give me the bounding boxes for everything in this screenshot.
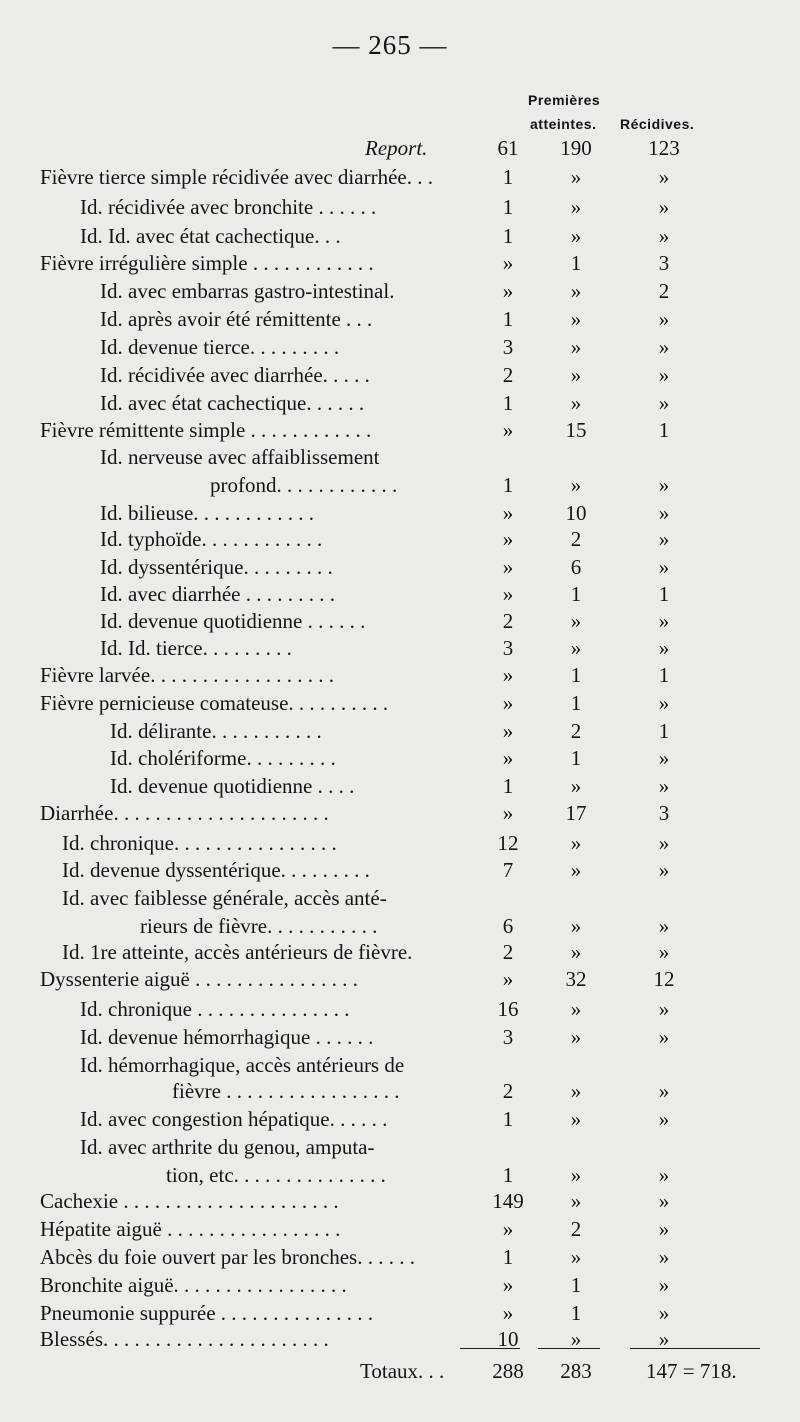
report-row	[0, 135, 800, 162]
row-label: Id. chronique. . . . . . . . . . . . . . . .	[62, 831, 337, 855]
cell-column-2: 1	[570, 746, 582, 770]
cell-premieres-atteintes: »	[502, 1217, 514, 1241]
row-label: Dyssenterie aiguë . . . . . . . . . . . . . . . .	[40, 967, 358, 991]
cell-premieres-atteintes: 1	[502, 224, 514, 248]
cell-recidives: »	[658, 831, 670, 855]
row-label: Id. avec état cachectique. . . . . .	[100, 391, 365, 415]
cell-recidives: »	[658, 473, 670, 497]
totals-label: Totaux. . .	[360, 1359, 445, 1383]
table-row	[0, 939, 800, 966]
cell-column-2: »	[570, 165, 582, 189]
cell-recidives: »	[658, 1327, 670, 1351]
table-row	[0, 608, 800, 635]
cell-column-2: »	[570, 307, 582, 331]
cell-premieres-atteintes: »	[502, 746, 514, 770]
cell-premieres-atteintes: 6	[502, 914, 514, 938]
row-label: Id. dyssentérique. . . . . . . . .	[100, 555, 333, 579]
cell-column-2: »	[570, 1163, 582, 1187]
cell-recidives: »	[658, 165, 670, 189]
cell-premieres-atteintes: 3	[502, 636, 514, 660]
cell-column-2: »	[570, 1327, 582, 1351]
cell-premieres-atteintes: 1	[502, 1107, 514, 1131]
table-row	[0, 1024, 800, 1051]
table-row	[0, 635, 800, 662]
cell-premieres-atteintes: 3	[502, 335, 514, 359]
totals-rule-3	[630, 1348, 760, 1350]
totals-row	[0, 1358, 800, 1385]
table-row	[0, 250, 800, 277]
row-label: Id. devenue tierce. . . . . . . . .	[100, 335, 340, 359]
cell-column-2: »	[570, 195, 582, 219]
cell-column-2: 2	[570, 1217, 582, 1241]
row-label: Id. après avoir été rémittente . . .	[100, 307, 373, 331]
table-row	[0, 1300, 800, 1327]
cell-premieres-atteintes: »	[502, 279, 514, 303]
table-row	[0, 554, 800, 581]
row-label: Blessés. . . . . . . . . . . . . . . . . . . . . .	[40, 1327, 329, 1351]
cell-column-2: »	[570, 609, 582, 633]
row-label: Fièvre rémittente simple . . . . . . . . . . . .	[40, 418, 372, 442]
row-label: Id. devenue quotidienne . . . .	[110, 774, 355, 798]
cell-recidives: »	[658, 224, 670, 248]
table-row	[0, 913, 800, 940]
totals-premieres: 288	[492, 1359, 524, 1383]
report-premieres: 61	[497, 136, 519, 160]
row-label: tion, etc. . . . . . . . . . . . . . .	[166, 1163, 386, 1187]
cell-column-2: 2	[570, 719, 582, 743]
table-row	[0, 800, 800, 827]
cell-premieres-atteintes: 1	[502, 774, 514, 798]
cell-column-2: 1	[570, 582, 582, 606]
cell-premieres-atteintes: 2	[502, 609, 514, 633]
cell-recidives: »	[658, 914, 670, 938]
row-label: Id. nerveuse avec affaiblissement	[100, 445, 380, 469]
table-row	[0, 390, 800, 417]
cell-recidives: »	[658, 997, 670, 1021]
row-label: Id. Id. avec état cachectique. . .	[80, 224, 341, 248]
cell-premieres-atteintes: 1	[502, 195, 514, 219]
row-label: Id. devenue dyssentérique. . . . . . . . .	[62, 858, 370, 882]
cell-column-2: 15	[565, 418, 587, 442]
cell-premieres-atteintes: »	[502, 663, 514, 687]
table-row	[0, 362, 800, 389]
cell-recidives: »	[658, 335, 670, 359]
row-label: Id. délirante. . . . . . . . . . .	[110, 719, 322, 743]
cell-column-2: 1	[570, 1273, 582, 1297]
table-row	[0, 885, 800, 912]
row-label: Hépatite aiguë . . . . . . . . . . . . . . . . .	[40, 1217, 341, 1241]
cell-premieres-atteintes: »	[502, 251, 514, 275]
table-row	[0, 1052, 800, 1079]
cell-recidives: »	[658, 1217, 670, 1241]
cell-column-2: 17	[565, 801, 587, 825]
row-label: Id. cholériforme. . . . . . . . .	[110, 746, 336, 770]
cell-column-2: »	[570, 940, 582, 964]
table-row	[0, 1272, 800, 1299]
cell-recidives: »	[658, 636, 670, 660]
cell-premieres-atteintes: 2	[502, 940, 514, 964]
row-label: Pneumonie suppurée . . . . . . . . . . . . . . .	[40, 1301, 374, 1325]
cell-recidives: »	[658, 1163, 670, 1187]
cell-premieres-atteintes: 2	[502, 1079, 514, 1103]
cell-recidives: »	[658, 501, 670, 525]
cell-premieres-atteintes: 1	[502, 1245, 514, 1269]
cell-premieres-atteintes: 10	[497, 1327, 519, 1351]
cell-column-2: 1	[570, 251, 582, 275]
cell-premieres-atteintes: »	[502, 719, 514, 743]
cell-recidives: 1	[658, 663, 670, 687]
cell-recidives: »	[658, 1189, 670, 1213]
row-label: fièvre . . . . . . . . . . . . . . . . .	[172, 1079, 400, 1103]
table-row	[0, 417, 800, 444]
table-row	[0, 306, 800, 333]
cell-recidives: »	[658, 1245, 670, 1269]
cell-premieres-atteintes: »	[502, 967, 514, 991]
cell-premieres-atteintes: 12	[497, 831, 519, 855]
cell-column-2: »	[570, 279, 582, 303]
cell-premieres-atteintes: »	[502, 501, 514, 525]
cell-column-2: »	[570, 1079, 582, 1103]
cell-column-2: »	[570, 858, 582, 882]
table-row	[0, 996, 800, 1023]
table-row	[0, 690, 800, 717]
cell-recidives: 12	[653, 967, 675, 991]
cell-column-2: »	[570, 1245, 582, 1269]
cell-recidives: 3	[658, 801, 670, 825]
cell-premieres-atteintes: »	[502, 555, 514, 579]
cell-column-2: »	[570, 224, 582, 248]
totals-col3: 147 = 718.	[646, 1359, 737, 1383]
column-header-premieres-line2: atteintes.	[530, 116, 597, 132]
column-header-recidives: Récidives.	[620, 116, 695, 132]
table-row	[0, 334, 800, 361]
report-label: Report.	[365, 136, 428, 160]
cell-column-2: 1	[570, 1301, 582, 1325]
row-label: Abcès du foie ouvert par les bronches. . . . . .	[40, 1245, 415, 1269]
table-row	[0, 472, 800, 499]
cell-recidives: »	[658, 774, 670, 798]
cell-column-2: 32	[565, 967, 587, 991]
cell-column-2: »	[570, 831, 582, 855]
cell-recidives: »	[658, 1025, 670, 1049]
cell-column-2: »	[570, 363, 582, 387]
table-row	[0, 830, 800, 857]
cell-recidives: »	[658, 195, 670, 219]
row-label: Fièvre pernicieuse comateuse. . . . . . . . . .	[40, 691, 389, 715]
table-row	[0, 1188, 800, 1215]
table-row	[0, 581, 800, 608]
table-row	[0, 444, 800, 471]
row-label: Id. chronique . . . . . . . . . . . . . . .	[80, 997, 350, 1021]
cell-column-2: »	[570, 997, 582, 1021]
cell-recidives: »	[658, 1301, 670, 1325]
page-number: — 265 —	[332, 30, 448, 60]
cell-column-2: 1	[570, 691, 582, 715]
cell-recidives: »	[658, 555, 670, 579]
row-label: Id. Id. tierce. . . . . . . . .	[100, 636, 292, 660]
cell-premieres-atteintes: 1	[502, 473, 514, 497]
cell-recidives: 1	[658, 418, 670, 442]
row-label: Bronchite aiguë. . . . . . . . . . . . . . . . .	[40, 1273, 347, 1297]
cell-column-2: »	[570, 1107, 582, 1131]
cell-column-2: 2	[570, 527, 582, 551]
table-row	[0, 745, 800, 772]
cell-premieres-atteintes: »	[502, 1273, 514, 1297]
report-recidives-2: 123	[648, 136, 680, 160]
totals-rule-2	[538, 1348, 600, 1350]
cell-premieres-atteintes: 3	[502, 1025, 514, 1049]
cell-recidives: 1	[658, 582, 670, 606]
row-label: Id. avec diarrhée . . . . . . . . .	[100, 582, 335, 606]
row-label: Id. récidivée avec diarrhée. . . . .	[100, 363, 370, 387]
cell-recidives: »	[658, 691, 670, 715]
cell-column-2: »	[570, 774, 582, 798]
column-header-premieres-line1: Premières	[528, 92, 601, 108]
cell-premieres-atteintes: 2	[502, 363, 514, 387]
table-row	[0, 662, 800, 689]
cell-column-2: »	[570, 391, 582, 415]
cell-recidives: »	[658, 609, 670, 633]
row-label: Fièvre larvée. . . . . . . . . . . . . . . . . .	[40, 663, 334, 687]
cell-premieres-atteintes: »	[502, 527, 514, 551]
cell-recidives: »	[658, 858, 670, 882]
cell-recidives: »	[658, 363, 670, 387]
table-row	[0, 1216, 800, 1243]
table-row	[0, 773, 800, 800]
table-row	[0, 718, 800, 745]
cell-premieres-atteintes: 149	[492, 1189, 524, 1213]
row-label: Fièvre irrégulière simple . . . . . . . . . . . .	[40, 251, 374, 275]
row-label: Fièvre tierce simple récidivée avec diarrhée. . .	[40, 165, 433, 189]
cell-premieres-atteintes: 1	[502, 391, 514, 415]
row-label: Id. hémorrhagique, accès antérieurs de	[80, 1053, 405, 1077]
row-label: Id. avec congestion hépatique. . . . . .	[80, 1107, 388, 1131]
row-label: rieurs de fièvre. . . . . . . . . . .	[140, 914, 378, 938]
table-row	[0, 526, 800, 553]
cell-premieres-atteintes: 16	[497, 997, 519, 1021]
cell-column-2: 1	[570, 663, 582, 687]
cell-recidives: »	[658, 1079, 670, 1103]
cell-recidives: 2	[658, 279, 670, 303]
cell-column-2: »	[570, 473, 582, 497]
cell-recidives: »	[658, 940, 670, 964]
cell-recidives: »	[658, 527, 670, 551]
cell-column-2: 10	[565, 501, 587, 525]
totals-rule-1	[460, 1348, 520, 1350]
table-row	[0, 164, 800, 191]
table-row	[0, 1244, 800, 1271]
cell-column-2: »	[570, 1189, 582, 1213]
row-label: profond. . . . . . . . . . . .	[210, 473, 398, 497]
row-label: Id. devenue hémorrhagique . . . . . .	[80, 1025, 374, 1049]
report-recidives-1: 190	[560, 136, 592, 160]
cell-premieres-atteintes: 1	[502, 165, 514, 189]
table-row	[0, 966, 800, 993]
table-row	[0, 857, 800, 884]
cell-recidives: »	[658, 391, 670, 415]
cell-premieres-atteintes: »	[502, 801, 514, 825]
table-row	[0, 1162, 800, 1189]
cell-premieres-atteintes: »	[502, 1301, 514, 1325]
cell-recidives: 1	[658, 719, 670, 743]
row-label: Id. avec embarras gastro-intestinal.	[100, 279, 395, 303]
cell-recidives: »	[658, 307, 670, 331]
table-row	[0, 500, 800, 527]
row-label: Id. récidivée avec bronchite . . . . . .	[80, 195, 377, 219]
cell-recidives: »	[658, 1273, 670, 1297]
row-label: Diarrhée. . . . . . . . . . . . . . . . . . . . .	[40, 801, 329, 825]
row-label: Id. avec arthrite du genou, amputa-	[80, 1135, 375, 1159]
table-row	[0, 1078, 800, 1105]
cell-premieres-atteintes: »	[502, 582, 514, 606]
row-label: Cachexie . . . . . . . . . . . . . . . . . . . . .	[40, 1189, 339, 1213]
cell-column-2: »	[570, 914, 582, 938]
cell-premieres-atteintes: 7	[502, 858, 514, 882]
cell-premieres-atteintes: »	[502, 691, 514, 715]
cell-column-2: »	[570, 335, 582, 359]
table-row	[0, 278, 800, 305]
cell-column-2: »	[570, 636, 582, 660]
row-label: Id. 1re atteinte, accès antérieurs de fièvre.	[62, 940, 413, 964]
totals-col2: 283	[560, 1359, 592, 1383]
cell-recidives: »	[658, 1107, 670, 1131]
row-label: Id. avec faiblesse générale, accès anté-	[62, 886, 387, 910]
table-row	[0, 1134, 800, 1161]
cell-recidives: »	[658, 746, 670, 770]
table-row	[0, 1106, 800, 1133]
cell-premieres-atteintes: 1	[502, 1163, 514, 1187]
row-label: Id. devenue quotidienne . . . . . .	[100, 609, 366, 633]
table-row	[0, 223, 800, 250]
cell-premieres-atteintes: 1	[502, 307, 514, 331]
table-row	[0, 194, 800, 221]
cell-column-2: 6	[570, 555, 582, 579]
cell-recidives: 3	[658, 251, 670, 275]
row-label: Id. bilieuse. . . . . . . . . . . .	[100, 501, 315, 525]
cell-premieres-atteintes: »	[502, 418, 514, 442]
row-label: Id. typhoïde. . . . . . . . . . . .	[100, 527, 323, 551]
cell-column-2: »	[570, 1025, 582, 1049]
